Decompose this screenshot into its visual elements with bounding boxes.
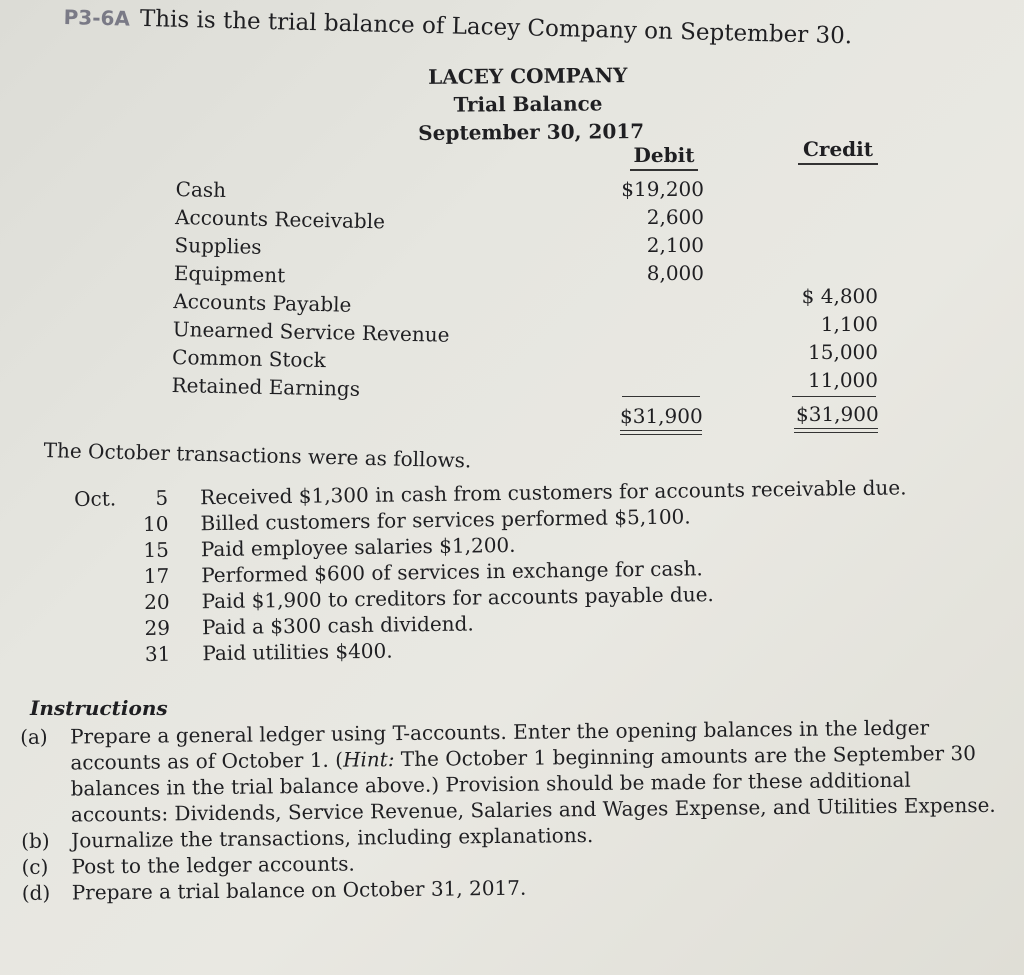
transaction-day: 29 xyxy=(144,615,171,641)
credit-double-rule xyxy=(794,428,878,433)
account-name: Accounts Payable xyxy=(173,288,352,317)
problem-number: P3-6A xyxy=(63,4,131,31)
debit-amount: $19,200 xyxy=(621,177,704,201)
credit-amount: 15,000 xyxy=(808,340,878,364)
transaction-list xyxy=(74,474,909,668)
debit-column-header: Debit xyxy=(630,143,698,171)
transaction-day: 15 xyxy=(143,537,170,563)
transaction-day: 10 xyxy=(142,511,169,537)
debit-amount: 2,100 xyxy=(646,233,704,257)
transaction-day: 17 xyxy=(143,563,170,589)
statement-title: Trial Balance xyxy=(453,91,603,117)
transaction-text: Billed customers for services performed $5,100. xyxy=(200,504,691,536)
credit-total-rule xyxy=(792,396,876,397)
account-name: Accounts Receivable xyxy=(174,204,386,234)
account-name: Retained Earnings xyxy=(171,372,361,401)
debit-amounts xyxy=(600,175,704,287)
instruction-text: Journalize the transactions, including explanations. xyxy=(71,823,594,853)
october-intro: The October transactions were as follows. xyxy=(43,438,472,473)
instructions-list xyxy=(20,714,1016,906)
transaction-text: Paid $1,900 to creditors for accounts payable due. xyxy=(201,582,714,614)
transaction-day: 5 xyxy=(155,485,169,510)
credit-amount: 1,100 xyxy=(820,312,878,336)
account-name: Cash xyxy=(175,176,227,203)
credit-column-header: Credit xyxy=(798,137,878,165)
credit-total: $31,900 xyxy=(796,402,879,426)
account-name: Equipment xyxy=(173,260,286,288)
debit-total: $31,900 xyxy=(620,404,703,428)
instruction-letter: (c) xyxy=(21,854,49,879)
month-label: Oct. xyxy=(74,486,117,511)
debit-amount: 8,000 xyxy=(646,261,704,285)
transaction-text: Paid utilities $400. xyxy=(202,638,393,666)
problem-header xyxy=(63,4,852,49)
transaction-text: Performed $600 of services in exchange for cash. xyxy=(201,556,704,588)
credit-amount: $ 4,800 xyxy=(801,284,878,308)
instruction-text: The October 1 beginning amounts are the September 30 balances in the trial balance above.) Provision should be made for these additional accounts: Dividends, Service Revenue, Salaries and Wages Expense, and Utilities Expense. xyxy=(70,740,996,827)
transaction-text: Received $1,300 in cash from customers for accounts receivable due. xyxy=(200,475,907,510)
hint-label: Hint: xyxy=(342,747,395,772)
trial-balance-heading xyxy=(418,61,645,147)
account-name: Unearned Service Revenue xyxy=(172,316,450,347)
statement-date: September 30, 2017 xyxy=(418,118,645,145)
instruction-letter: (b) xyxy=(21,828,50,853)
instructions-title: Instructions xyxy=(30,696,168,720)
account-name: Common Stock xyxy=(171,344,327,373)
transaction-day: 20 xyxy=(144,589,170,615)
transaction-text: Paid a $300 cash dividend. xyxy=(201,611,474,640)
instruction-text: Prepare a general ledger using T-accounts. Enter the opening balances in the ledger accounts as of October 1. ( xyxy=(70,715,930,775)
instruction-item xyxy=(20,714,1015,828)
problem-statement: This is the trial balance of Lacey Company on September 30. xyxy=(139,5,853,50)
credit-amount: 11,000 xyxy=(808,368,878,392)
debit-double-rule xyxy=(620,430,702,435)
debit-total-rule xyxy=(622,396,700,397)
instruction-letter: (d) xyxy=(21,880,51,905)
company-name: LACEY COMPANY xyxy=(428,63,628,89)
transaction-text: Paid employee salaries $1,200. xyxy=(200,532,516,562)
debit-amount: 2,600 xyxy=(646,205,704,229)
transaction-day: 31 xyxy=(144,641,171,667)
account-list xyxy=(171,175,452,405)
account-name: Supplies xyxy=(174,232,262,259)
instruction-letter: (a) xyxy=(20,724,48,749)
credit-amounts xyxy=(770,282,878,394)
instruction-text: Prepare a trial balance on October 31, 2017. xyxy=(71,875,527,905)
instruction-text: Post to the ledger accounts. xyxy=(71,851,355,879)
